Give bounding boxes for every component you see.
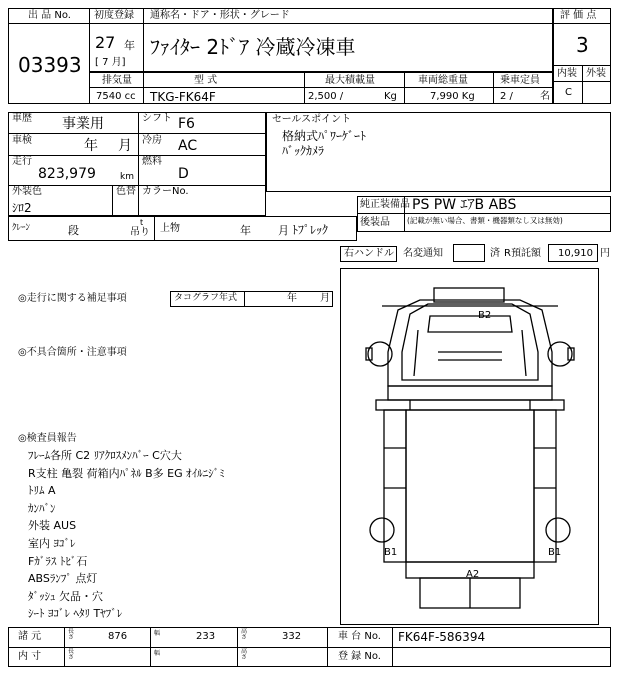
tachograph-year: 年 (287, 293, 297, 304)
sales-point-line-1: 格納式ﾊﾟﾜｰｹﾞｰﾄ (282, 129, 367, 143)
history-label: 車歴 (12, 113, 32, 124)
length-value: 876 (108, 631, 128, 642)
crane-stage: 段 (68, 224, 79, 237)
gross-weight-value: 7,990 Kg (430, 91, 475, 102)
shift-label: シフト (142, 113, 172, 124)
model-desc-label: 通称名・ドア・形状・グレード (150, 10, 290, 21)
name-change-box (453, 244, 485, 262)
recycle-label: R預託額 (504, 248, 541, 259)
inspector-title: ◎検査員報告 (18, 433, 77, 444)
tachograph-label: タコグラフ年式 (174, 293, 238, 303)
inspector-line: ﾌﾚｰﾑ各所 C2 ﾘｱｸﾛｽﾒﾝﾊﾞｰ C穴大 (28, 449, 182, 462)
mileage-unit: km (120, 172, 134, 182)
inspection-year: 年 (84, 138, 98, 154)
equipment-value: PS PW ｴｱB ABS (412, 197, 517, 213)
width-label: 幅 (154, 630, 161, 637)
chassis-value: FK64F-586394 (398, 630, 486, 644)
displacement-label: 排気量 (102, 75, 132, 86)
gross-weight-label: 車両総重量 (418, 75, 468, 86)
interior-width-label: 幅 (154, 650, 161, 657)
interior-length-label: 長さ (68, 648, 75, 662)
registration-label: 登 録 No. (338, 651, 381, 662)
first-reg-month: [ 7 月] (95, 57, 126, 68)
inspector-report (28, 447, 225, 623)
recycle-value: 10,910 (558, 248, 593, 259)
exterior-grade-label: 外装 (586, 68, 606, 79)
crane-label: ｸﾚｰﾝ (12, 223, 31, 233)
model-code-value: TKG-FK64F (150, 90, 216, 104)
model-code-label: 型 式 (194, 75, 218, 86)
capacity-value: 2 / (500, 91, 513, 102)
inspector-line: Fｶﾞﾗｽ ﾄﾋﾞ石 (28, 554, 88, 568)
height-value: 332 (282, 631, 302, 642)
defects-title: ◎不具合箇所・注意事項 (18, 347, 127, 358)
height-label: 高さ (241, 628, 248, 642)
color-change-label: 色替 (116, 186, 136, 197)
upper-year: 年 (240, 224, 251, 237)
upper-month: 月 (278, 224, 289, 237)
crane-lift: 吊り (130, 227, 150, 238)
interior-dim-label: 内 寸 (18, 651, 42, 662)
inspector-line: R支柱 亀裂 荷箱内ﾊﾟﾈﾙ B多 EG ｵｲﾙﾆｼﾞﾐ (28, 466, 225, 480)
interior-height-label: 高さ (241, 648, 248, 662)
mileage-label: 走行 (12, 156, 32, 167)
diagram-mark-b1-left: B1 (384, 547, 398, 558)
tachograph-month: 月 (320, 293, 330, 304)
sales-point-label: セールスポイント (272, 114, 352, 125)
sales-point-line-2: ﾊﾞｯｸｶﾒﾗ (282, 144, 325, 158)
inspection-month: 月 (118, 138, 132, 154)
details-grid (8, 112, 266, 216)
length-label: 長さ (68, 628, 75, 642)
specs-label: 諸 元 (18, 631, 42, 642)
inspector-line: ｶﾝﾊﾞﾝ (28, 501, 56, 515)
max-load-value: 2,500 / (308, 91, 344, 102)
diagram-mark-b2: B2 (478, 310, 492, 321)
grade-value: 3 (576, 33, 589, 57)
ac-label: 冷房 (142, 135, 162, 146)
max-load-label: 最大積載量 (325, 75, 375, 86)
upper-label: 上物 (160, 223, 180, 234)
inspector-line: ﾄﾘﾑ A (28, 484, 56, 498)
equipment-label: 純正装備品 (360, 199, 410, 210)
recycle-unit: 円 (600, 248, 610, 259)
shaken-label: 済 (490, 248, 500, 259)
displacement-value: 7540 cc (96, 91, 136, 102)
ac-value: AC (178, 138, 198, 154)
history-value: 事業用 (62, 116, 104, 132)
first-reg-year-unit: 年 (124, 39, 135, 52)
driving-notes-title: ◎走行に関する補足事項 (18, 293, 127, 304)
lot-number: 03393 (18, 53, 82, 77)
interior-grade-value: C (565, 87, 572, 98)
model-description: ﾌｧｲﾀｰ 2ﾄﾞｱ 冷蔵冷凍車 (150, 35, 356, 59)
diagram-mark-b1-right: B1 (548, 547, 562, 558)
chassis-label: 車 台 No. (338, 631, 381, 642)
fuel-label: 燃料 (142, 156, 162, 167)
interior-grade-label: 内装 (557, 68, 577, 79)
first-reg-year: 27 (95, 33, 116, 52)
color-no-label: カラーNo. (142, 186, 189, 197)
first-reg-label: 初度登録 (94, 10, 134, 21)
inspection-label: 車検 (12, 135, 32, 146)
mileage-value: 823,979 (38, 166, 96, 182)
rhd-label: 右ハンドル (344, 248, 394, 259)
aftermarket-label: 後装品 (360, 217, 390, 228)
diagram-mark-a2: A2 (466, 569, 480, 580)
lot-label: 出 品 No. (28, 10, 71, 21)
inspector-line: ﾀﾞｯｼｭ 欠品・穴 (28, 589, 103, 603)
crane-ton-unit: t (140, 218, 144, 227)
aftermarket-note: (記載が無い場合、書類・機器類なし又は無効) (407, 216, 563, 225)
inspector-line: 外装 AUS (28, 519, 77, 533)
capacity-label: 乗車定員 (500, 75, 540, 86)
name-change-label: 名変通知 (403, 248, 443, 259)
color-value: ｼﾛ2 (12, 201, 32, 215)
shift-value: F6 (178, 116, 195, 132)
grade-label: 評 価 点 (560, 10, 597, 21)
color-label: 外装色 (12, 186, 42, 197)
inspector-line: ｼｰﾄ ﾖｺﾞﾚ ﾍﾀﾘ Tﾔﾌﾞﾚ (28, 607, 123, 621)
inspector-line: 室内 ﾖｺﾞﾚ (28, 536, 76, 550)
fuel-value: D (178, 166, 189, 182)
inspector-line: ABSﾗﾝﾌﾟ 点灯 (28, 572, 98, 586)
max-load-unit: Kg (384, 91, 397, 102)
capacity-unit: 名 (540, 91, 550, 102)
width-value: 233 (196, 631, 216, 642)
upper-value: ﾄﾌﾟﾚｯｸ (292, 223, 329, 237)
